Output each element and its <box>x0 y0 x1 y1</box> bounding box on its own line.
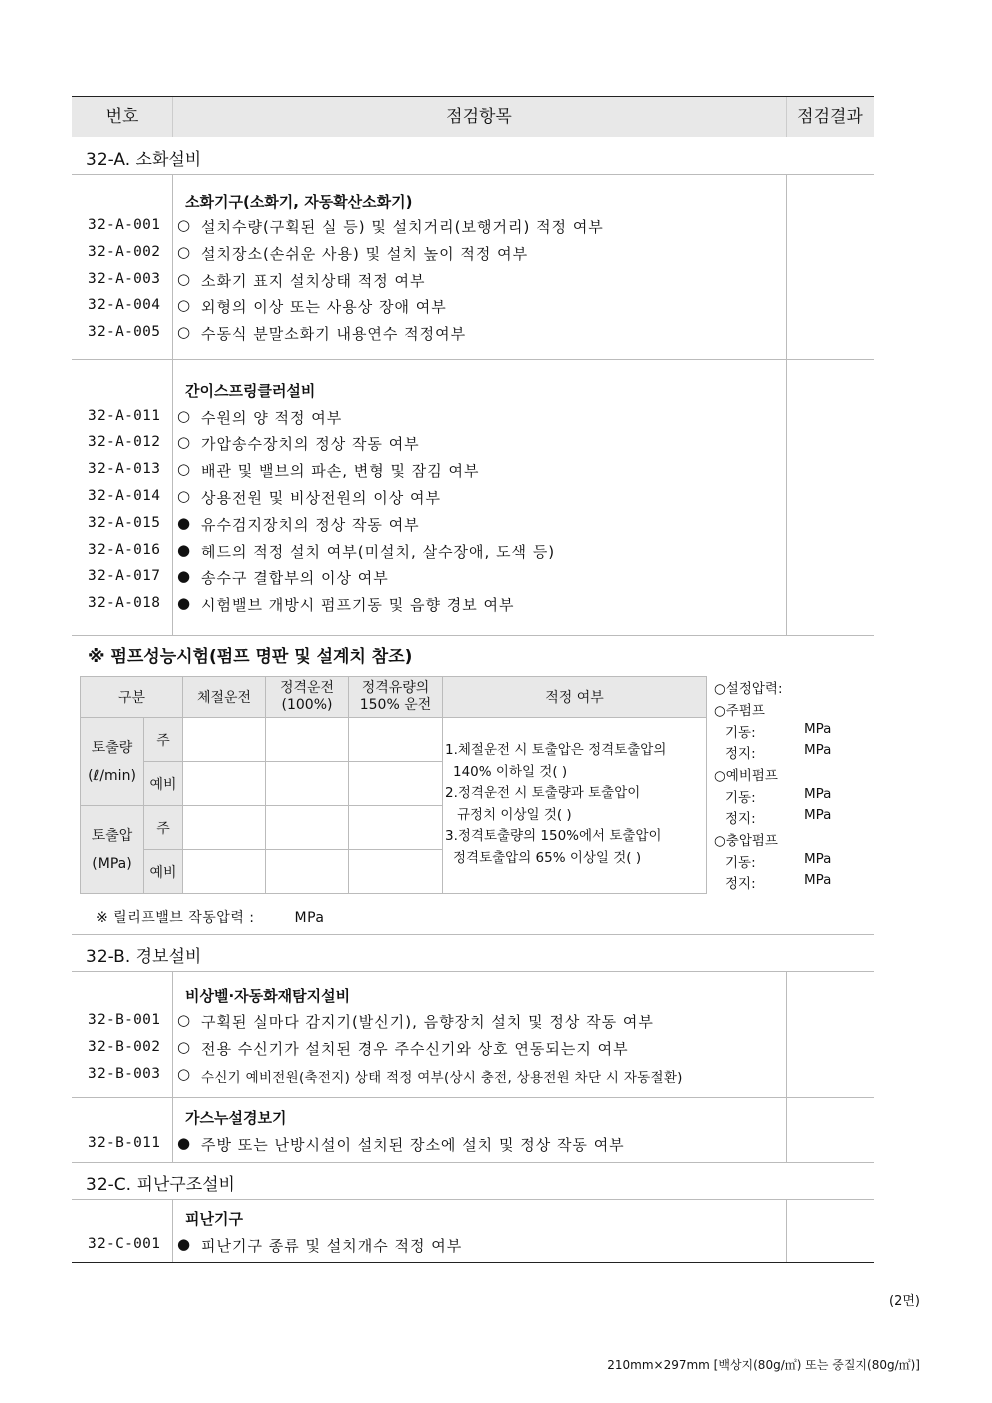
item-mark: ○ <box>177 487 191 505</box>
row-spare: 예비 <box>144 762 183 806</box>
item-number: 32-B-003 <box>88 1066 161 1082</box>
item-mark: ○ <box>177 1065 191 1083</box>
item-text: 설치장소(손쉬운 사용) 및 설치 높이 적정 여부 <box>201 245 529 263</box>
unit-label: MPa <box>804 872 832 888</box>
start-label: 기동: <box>725 790 756 806</box>
item-text: 구획된 실마다 감지기(발신기), 음향장치 설치 및 정상 작동 여부 <box>201 1013 654 1031</box>
item-mark: ● <box>177 514 191 532</box>
item-mark: ○ <box>177 296 191 314</box>
item-text: 수동식 분말소화기 내용연수 적정여부 <box>201 325 467 343</box>
unit-label: MPa <box>804 786 832 802</box>
item-text: 소화기 표지 설치상태 적정 여부 <box>201 272 426 290</box>
item-number: 32-A-013 <box>88 461 161 477</box>
pump-conditions <box>445 740 666 869</box>
group-title: 소화기구(소화기, 자동확산소화기) <box>185 193 413 211</box>
row-flow: 토출량 (ℓ/min) <box>81 718 144 806</box>
item-mark: ● <box>177 541 191 559</box>
item-number: 32-A-005 <box>88 324 161 340</box>
header-no: 번호 <box>105 107 139 127</box>
item-mark: ○ <box>177 1011 191 1029</box>
item-mark: ● <box>177 567 191 585</box>
cell-input[interactable] <box>183 850 266 894</box>
condition-line: 2.정격운전 시 토출량과 토출압이 <box>445 785 641 801</box>
jockey-pump-label: ○충압펌프 <box>714 833 778 849</box>
row-main: 주 <box>144 806 183 850</box>
column-divider <box>786 174 787 635</box>
cell-input[interactable] <box>349 762 443 806</box>
row-divider <box>72 359 874 360</box>
item-text: 상용전원 및 비상전원의 이상 여부 <box>201 489 441 507</box>
row-spare: 예비 <box>144 850 183 894</box>
item-mark: ● <box>177 594 191 612</box>
item-number: 32-A-016 <box>88 542 161 558</box>
page-number: (2면) <box>889 1294 920 1309</box>
condition-line: 1.체절운전 시 토출압은 정격토출압의 <box>445 742 667 758</box>
section-title-c: 32-C. 피난구조설비 <box>86 1175 235 1195</box>
item-number: 32-A-014 <box>88 488 161 504</box>
row-divider <box>72 635 874 636</box>
item-mark: ○ <box>177 433 191 451</box>
item-number: 32-A-011 <box>88 408 161 424</box>
group-title: 비상벨·자동화재탐지설비 <box>185 987 351 1005</box>
item-mark: ○ <box>177 270 191 288</box>
header-divider <box>786 97 787 137</box>
item-mark: ○ <box>177 323 191 341</box>
item-number: 32-A-017 <box>88 568 161 584</box>
item-text: 수신기 예비전원(축전지) 상태 적정 여부(상시 충전, 상용전원 차단 시 자동절환) <box>201 1070 683 1086</box>
cell-input[interactable] <box>349 850 443 894</box>
spare-pump-label: ○예비펌프 <box>714 768 778 784</box>
setting-pressure-label: ○설정압력: <box>714 681 783 697</box>
column-divider <box>786 1199 787 1262</box>
cell-input[interactable] <box>349 718 443 762</box>
group-title: 간이스프링클러설비 <box>185 382 316 400</box>
unit-label: MPa <box>804 807 832 823</box>
unit-label: MPa <box>804 721 832 737</box>
stop-label: 정지: <box>725 876 756 892</box>
condition-line: 140% 이하일 것( ) <box>453 763 568 780</box>
item-mark: ○ <box>177 1038 191 1056</box>
stop-label: 정지: <box>725 746 756 762</box>
column-divider <box>172 174 173 635</box>
group-title: 피난기구 <box>185 1210 243 1228</box>
item-mark: ● <box>177 1235 191 1253</box>
row-divider <box>72 934 874 935</box>
item-mark: ● <box>177 1134 191 1152</box>
stop-label: 정지: <box>725 811 756 827</box>
cell-input[interactable] <box>266 762 349 806</box>
column-divider <box>172 1199 173 1262</box>
item-text: 송수구 결합부의 이상 여부 <box>201 569 389 587</box>
cell-input[interactable] <box>183 718 266 762</box>
item-mark: ○ <box>177 460 191 478</box>
item-number: 32-A-002 <box>88 244 161 260</box>
col-type: 구분 <box>81 677 183 718</box>
item-number: 32-A-018 <box>88 595 161 611</box>
condition-line: 규정치 이상일 것( ) <box>457 806 572 823</box>
item-text: 외형의 이상 또는 사용상 장애 여부 <box>201 298 447 316</box>
col-rated: 정격운전 (100%) <box>266 677 349 718</box>
item-text: 피난기구 종류 및 설치개수 적정 여부 <box>201 1237 463 1255</box>
item-number: 32-A-004 <box>88 297 161 313</box>
row-divider <box>72 1097 874 1098</box>
condition-line: 3.정격토출량의 150%에서 토출압이 <box>445 828 662 844</box>
col-shutoff: 체절운전 <box>183 677 266 718</box>
row-main: 주 <box>144 718 183 762</box>
table-bottom-border <box>72 1262 874 1263</box>
header-item: 점검항목 <box>446 107 512 127</box>
group-title: 가스누설경보기 <box>185 1109 287 1127</box>
section-title-b: 32-B. 경보설비 <box>86 947 202 967</box>
item-number: 32-A-015 <box>88 515 161 531</box>
item-number: 32-A-001 <box>88 217 161 233</box>
item-number: 32-B-002 <box>88 1039 161 1055</box>
item-number: 32-B-001 <box>88 1012 161 1028</box>
col-ok: 적정 여부 <box>443 677 707 718</box>
header-result: 점검결과 <box>797 107 863 127</box>
cell-input[interactable] <box>266 806 349 850</box>
column-divider <box>172 971 173 1162</box>
unit-label: MPa <box>804 851 832 867</box>
main-pump-label: ○주펌프 <box>714 703 765 719</box>
start-label: 기동: <box>725 855 756 871</box>
item-text: 수원의 양 적정 여부 <box>201 409 343 427</box>
item-number: 32-A-003 <box>88 271 161 287</box>
col-flow150: 정격유량의 150% 운전 <box>349 677 443 718</box>
item-text: 전용 수신기가 설치된 경우 주수신기와 상호 연동되는지 여부 <box>201 1040 629 1058</box>
item-text: 헤드의 적정 설치 여부(미설치, 살수장애, 도색 등) <box>201 543 556 561</box>
unit-label: MPa <box>804 742 832 758</box>
header-divider <box>172 97 173 137</box>
item-text: 가압송수장치의 정상 작동 여부 <box>201 435 420 453</box>
item-mark: ○ <box>177 216 191 234</box>
item-number: 32-C-001 <box>88 1236 161 1252</box>
relief-valve-pressure: ※ 릴리프밸브 작동압력 : MPa <box>96 910 325 926</box>
start-label: 기동: <box>725 725 756 741</box>
row-pressure: 토출압 (MPa) <box>81 806 144 894</box>
row-divider <box>72 174 874 175</box>
item-text: 배관 및 밸브의 파손, 변형 및 잠김 여부 <box>201 462 480 480</box>
row-divider <box>72 1162 874 1163</box>
paper-size-note: 210mm×297mm [백상지(80g/㎡) 또는 중질지(80g/㎡)] <box>607 1358 920 1372</box>
cell-input[interactable] <box>183 762 266 806</box>
cell-input[interactable] <box>349 806 443 850</box>
item-mark: ○ <box>177 407 191 425</box>
item-text: 주방 또는 난방시설이 설치된 장소에 설치 및 정상 작동 여부 <box>201 1136 625 1154</box>
condition-line: 정격토출압의 65% 이상일 것( ) <box>453 849 642 866</box>
item-text: 유수검지장치의 정상 작동 여부 <box>201 516 420 534</box>
row-divider <box>72 971 874 972</box>
row-divider <box>72 1199 874 1200</box>
column-divider <box>786 971 787 1162</box>
cell-input[interactable] <box>266 850 349 894</box>
cell-input[interactable] <box>266 718 349 762</box>
item-number: 32-B-011 <box>88 1135 161 1151</box>
item-number: 32-A-012 <box>88 434 161 450</box>
cell-input[interactable] <box>183 806 266 850</box>
section-title-a: 32-A. 소화설비 <box>86 150 202 170</box>
item-text: 설치수량(구획된 실 등) 및 설치거리(보행거리) 적정 여부 <box>201 218 604 236</box>
item-mark: ○ <box>177 243 191 261</box>
item-text: 시험밸브 개방시 펌프기동 및 음향 경보 여부 <box>201 596 515 614</box>
pump-test-title: ※ 펌프성능시험(펌프 명판 및 설계치 참조) <box>88 647 413 667</box>
